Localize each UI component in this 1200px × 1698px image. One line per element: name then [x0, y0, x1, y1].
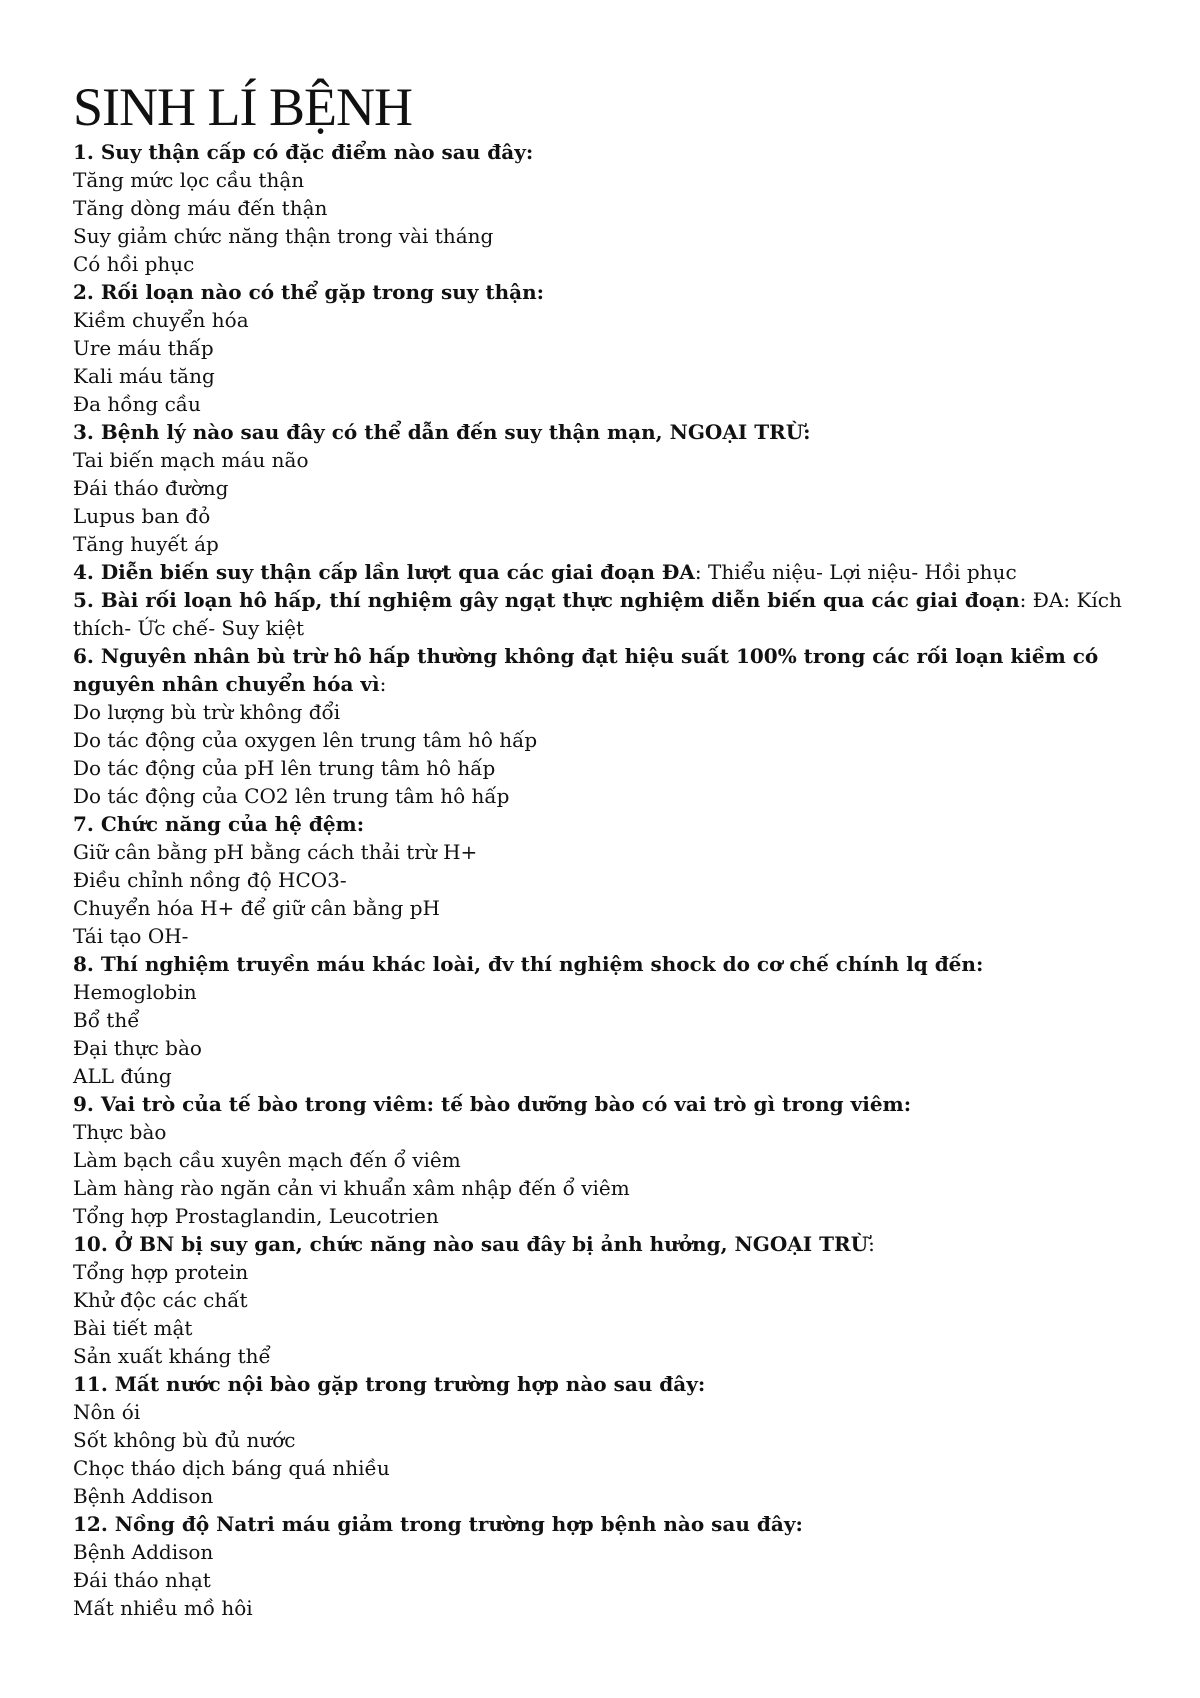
question-block	[73, 1090, 1143, 1230]
answer-option: Suy giảm chức năng thận trong vài tháng	[73, 224, 494, 248]
question-stem	[73, 278, 1143, 306]
answer-option: Bệnh Addison	[73, 1540, 214, 1564]
question-text: 3. Bệnh lý nào sau đây có thể dẫn đến suy thận mạn, NGOẠI TRỪ:	[73, 420, 811, 444]
answer-option: Kali máu tăng	[73, 364, 215, 388]
question-text: 6. Nguyên nhân bù trừ hô hấp thường không đạt hiệu suất 100% trong các rối loạn kiềm có nguyên nhân chuyển hóa vì	[73, 644, 1099, 696]
question-stem	[73, 810, 1143, 838]
page-title: SINH LÍ BỆNH	[73, 77, 412, 137]
answer-option: ALL đúng	[73, 1064, 172, 1088]
answer-option: Điều chỉnh nồng độ HCO3-	[73, 868, 347, 892]
answer-option: Nôn ói	[73, 1400, 141, 1424]
answer-option: Mất nhiều mồ hôi	[73, 1596, 253, 1620]
question-stem	[73, 558, 1143, 586]
question-block	[73, 558, 1143, 586]
answer-option: Hemoglobin	[73, 980, 197, 1004]
question-stem	[73, 138, 1143, 166]
question-text: 1. Suy thận cấp có đặc điểm nào sau đây:	[73, 140, 534, 164]
answer-option: Khử độc các chất	[73, 1288, 248, 1312]
question-text: 12. Nồng độ Natri máu giảm trong trường hợp bệnh nào sau đây:	[73, 1512, 803, 1536]
question-stem	[73, 1090, 1143, 1118]
question-block	[73, 278, 1143, 418]
question-block	[73, 1230, 1143, 1370]
question-stem	[73, 418, 1143, 446]
question-stem	[73, 1510, 1143, 1538]
answer-option: Làm bạch cầu xuyên mạch đến ổ viêm	[73, 1148, 461, 1172]
question-stem	[73, 950, 1143, 978]
answer-option: Lupus ban đỏ	[73, 504, 211, 528]
question-text: 4. Diễn biến suy thận cấp lần lượt qua các giai đoạn ĐA	[73, 560, 695, 584]
question-list	[73, 138, 1143, 1622]
question-answer: : Thiểu niệu- Lợi niệu- Hồi phục	[694, 560, 1017, 584]
answer-option: Do tác động của pH lên trung tâm hô hấp	[73, 756, 496, 780]
answer-option: Thực bào	[73, 1120, 167, 1144]
answer-option: Tổng hợp protein	[73, 1260, 249, 1284]
question-stem	[73, 586, 1143, 642]
answer-option: Chọc tháo dịch báng quá nhiều	[73, 1456, 390, 1480]
answer-option: Bệnh Addison	[73, 1484, 214, 1508]
question-answer: : ĐA: Kích thích- Ức chế- Suy kiệt	[73, 588, 1122, 640]
answer-option: Do lượng bù trừ không đổi	[73, 700, 341, 724]
question-text: 7. Chức năng của hệ đệm:	[73, 812, 365, 836]
question-text: 10. Ở BN bị suy gan, chức năng nào sau đây bị ảnh hưởng, NGOẠI TRỪ	[73, 1232, 869, 1256]
question-text: 2. Rối loạn nào có thể gặp trong suy thận:	[73, 280, 545, 304]
question-block	[73, 1370, 1143, 1510]
question-block	[73, 1510, 1143, 1622]
answer-option: Tái tạo OH-	[73, 924, 189, 948]
answer-option: Ure máu thấp	[73, 336, 214, 360]
answer-option: Giữ cân bằng pH bằng cách thải trừ H+	[73, 840, 478, 864]
answer-option: Do tác động của CO2 lên trung tâm hô hấp	[73, 784, 510, 808]
question-answer: :	[379, 672, 387, 696]
answer-option: Tăng dòng máu đến thận	[73, 196, 328, 220]
answer-option: Sản xuất kháng thể	[73, 1344, 271, 1368]
question-block	[73, 810, 1143, 950]
question-block	[73, 418, 1143, 558]
question-stem	[73, 1230, 1143, 1258]
answer-option: Sốt không bù đủ nước	[73, 1428, 296, 1452]
answer-option: Có hồi phục	[73, 252, 195, 276]
answer-option: Chuyển hóa H+ để giữ cân bằng pH	[73, 896, 440, 920]
question-stem	[73, 1370, 1143, 1398]
answer-option: Bổ thể	[73, 1008, 140, 1032]
question-block	[73, 586, 1143, 642]
question-text: 11. Mất nước nội bào gặp trong trường hợp nào sau đây:	[73, 1372, 706, 1396]
answer-option: Bài tiết mật	[73, 1316, 193, 1340]
answer-option: Đa hồng cầu	[73, 392, 201, 416]
question-text: 9. Vai trò của tế bào trong viêm: tế bào dưỡng bào có vai trò gì trong viêm:	[73, 1092, 912, 1116]
answer-option: Do tác động của oxygen lên trung tâm hô hấp	[73, 728, 538, 752]
question-block	[73, 138, 1143, 278]
document-page	[73, 78, 1143, 1622]
answer-option: Tăng mức lọc cầu thận	[73, 168, 305, 192]
answer-option: Đái tháo đường	[73, 476, 229, 500]
answer-option: Đái tháo nhạt	[73, 1568, 211, 1592]
answer-option: Tổng hợp Prostaglandin, Leucotrien	[73, 1204, 439, 1228]
answer-option: Kiềm chuyển hóa	[73, 308, 249, 332]
question-text: 8. Thí nghiệm truyền máu khác loài, đv thí nghiệm shock do cơ chế chính lq đến:	[73, 952, 984, 976]
question-text: 5. Bài rối loạn hô hấp, thí nghiệm gây ngạt thực nghiệm diễn biến qua các giai đoạn	[73, 588, 1020, 612]
question-answer: :	[868, 1232, 875, 1256]
answer-option: Tăng huyết áp	[73, 532, 219, 556]
answer-option: Làm hàng rào ngăn cản vi khuẩn xâm nhập đến ổ viêm	[73, 1176, 630, 1200]
question-block	[73, 950, 1143, 1090]
answer-option: Tai biến mạch máu não	[73, 448, 309, 472]
question-stem	[73, 642, 1143, 698]
question-block	[73, 642, 1143, 810]
answer-option: Đại thực bào	[73, 1036, 202, 1060]
